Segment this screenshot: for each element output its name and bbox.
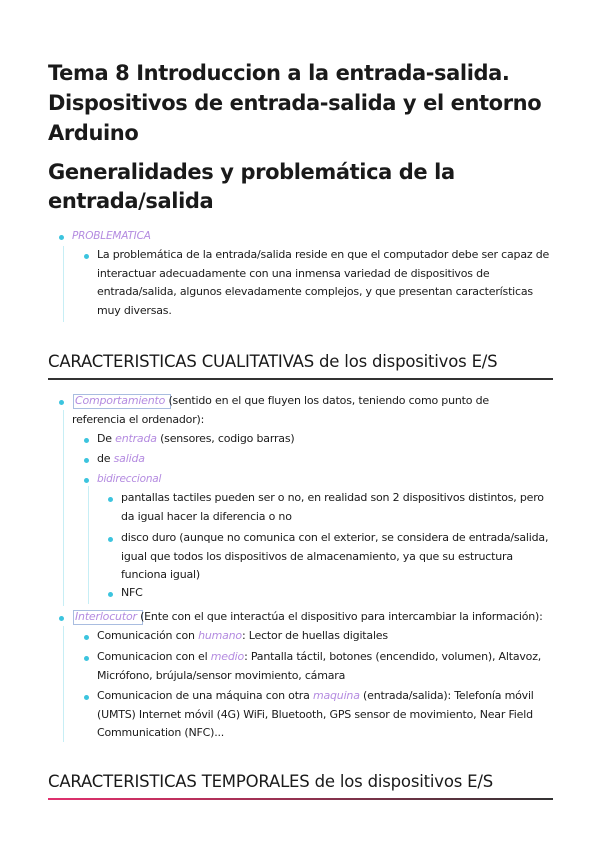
bullet-icon (84, 458, 89, 463)
indent-guide (63, 246, 64, 322)
item-humano: Comunicación con humano: Lector de huellas digitales (97, 629, 388, 642)
indent-guide (63, 626, 64, 742)
comportamiento-line: Comportamiento (sentido en el que fluyen los datos, teniendo como punto de (75, 394, 489, 407)
interlocutor-line: Interlocutor (Ente con el que interactúa el dispositivo para intercambiar la información): (75, 610, 543, 623)
section-heading-temporales: CARACTERISTICAS TEMPORALES de los dispositivos E/S (48, 772, 494, 791)
bullet-icon (84, 254, 89, 259)
problematica-text: La problemática de la entrada/salida reside en que el computador debe ser capaz de interactuar adecuadamente con una inmensa variedad de dispositivos de entrada/salida, algunos elevadamente complejos, y que presentan características muy diversas. (97, 248, 550, 318)
bullet-icon (108, 497, 113, 502)
section-divider (48, 378, 553, 380)
bullet-icon (108, 592, 113, 597)
bullet-icon (59, 235, 64, 240)
bullet-icon (59, 400, 64, 405)
item-medio: Comunicacion con el medio: Pantalla táctil, botones (encendido, volumen), Altavoz, Micrófono, brújula/sensor movimiento, cámara (97, 650, 542, 682)
bi-item: pantallas tactiles pueden ser o no, en realidad son 2 dispositivos distintos, pero da igual hacer la diferencia o no (121, 491, 544, 523)
problematica-label: PROBLEMATICA (72, 230, 151, 242)
indent-guide (63, 410, 64, 606)
item-salida: de salida (97, 452, 145, 465)
bi-item: NFC (121, 586, 143, 599)
title-line: Tema 8 Introduccion a la entrada-salida. (48, 61, 510, 85)
bi-item: disco duro (aunque no comunica con el exterior, se considera de entrada/salida, igual que todos los dispositivos de almacenamiento, ya que su estructura funciona igual) (121, 531, 549, 582)
keyword-comportamiento: Comportamiento (75, 394, 166, 407)
subtitle-line: entrada/salida (48, 189, 214, 213)
bullet-icon (84, 635, 89, 640)
title-line: Dispositivos de entrada-salida y el entorno (48, 91, 542, 115)
keyword-interlocutor: Interlocutor (75, 610, 137, 623)
page-title (48, 58, 568, 148)
page-subtitle (48, 158, 568, 216)
bullet-icon (84, 438, 89, 443)
item-maquina: Comunicacion de una máquina con otra maquina (entrada/salida): Telefonía móvil (UMTS) Internet móvil (4G) WiFi, Bluetooth, GPS sensor de movimiento, Near Field Communication (NFC)... (97, 689, 534, 740)
item-entrada: De entrada (sensores, codigo barras) (97, 432, 295, 445)
section-divider (48, 798, 553, 800)
bullet-icon (84, 478, 89, 483)
subtitle-line: Generalidades y problemática de la (48, 160, 455, 184)
section-heading-cualitativas: CARACTERISTICAS CUALITATIVAS de los dispositivos E/S (48, 352, 498, 371)
bullet-icon (59, 616, 64, 621)
bullet-icon (108, 537, 113, 542)
indent-guide (88, 486, 89, 604)
comportamiento-line2: referencia el ordenador): (72, 413, 205, 426)
item-bidireccional: bidireccional (97, 473, 162, 485)
bullet-icon (84, 656, 89, 661)
title-line: Arduino (48, 121, 139, 145)
bullet-icon (84, 695, 89, 700)
